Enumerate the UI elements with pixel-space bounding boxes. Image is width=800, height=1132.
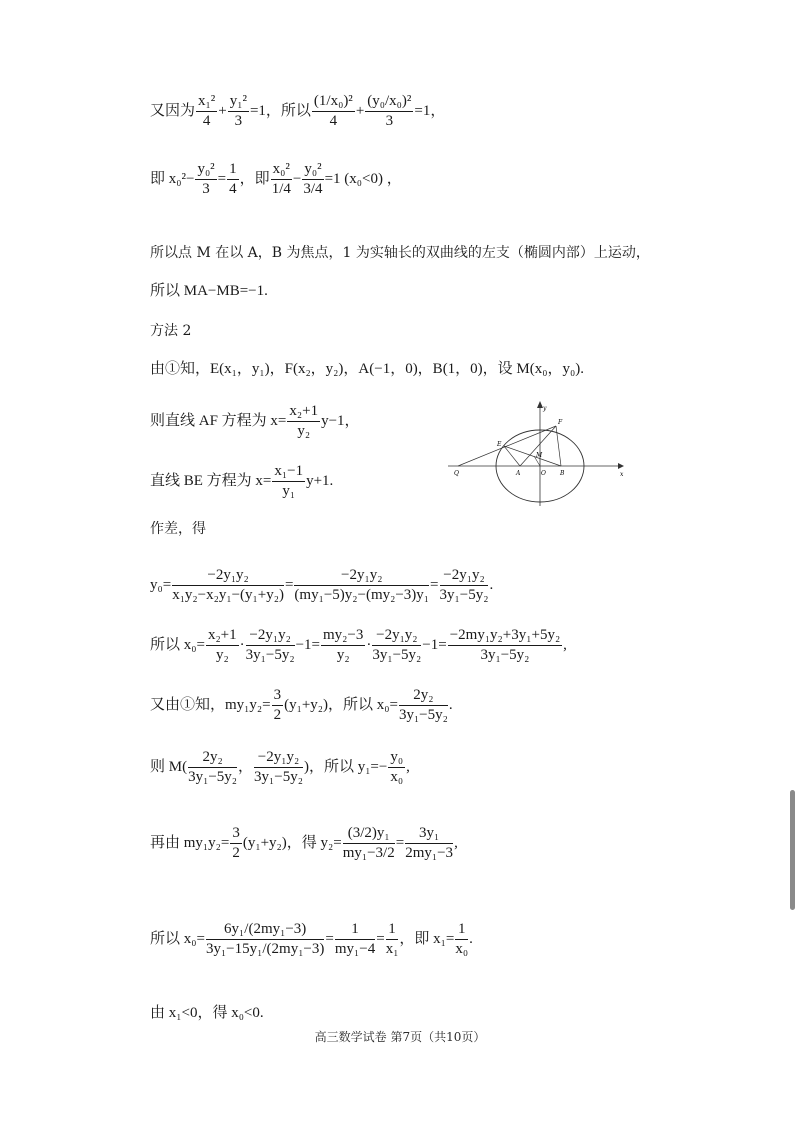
point-m-label: M <box>536 452 543 459</box>
method-heading: 方法 2 <box>150 323 192 339</box>
fraction: $\frac{\text{x₂+1}}{\text{y₂}}$ <box>289 403 319 439</box>
x-axis-arrow <box>618 463 624 469</box>
equation-line-11: 所以 x₀= $\frac{\text{x₂+1}}{\text{y₂}}$ · $\frac{\text{−2y₁y₂}}{\text{3y₁−5y₂}}$ −1= $\frac{\text{my₂−3}}{\text{y₂}}$ · $\frac{\text{−2y₁y₂}}{\text{3y₁−5y₂}}$ −1= $\frac{\text{−2my₁y₂+3y₁+5y₂}}{\text{3y₁−5y₂}}$ , <box>150 627 567 663</box>
fraction: $\frac{1}{\text{x₀}}$ <box>455 921 469 957</box>
fraction: $\frac{\text{2y₂}}{\text{3y₁−5y₂}}$ <box>398 687 448 723</box>
fraction: $\frac{\text{y₁²}}{3}$ <box>229 93 247 129</box>
line-qf <box>458 426 556 466</box>
line-be-equation: 直线 BE 方程为 x= $\frac{\text{x₁−1}}{\text{y₁}}$ y+1. <box>150 463 334 499</box>
fraction: $\frac{\text{x₀²}}{1/4}$ <box>271 161 291 197</box>
text-line-9: 作差，得 <box>150 521 206 537</box>
point-q-label: Q <box>454 470 459 477</box>
text-line-3: 所以点 M 在以 A，B 为焦点，1 为实轴长的双曲线的左支（椭圆内部）上运动， <box>150 245 650 261</box>
equation-line-15: 所以 x₀= $\frac{\text{6y₁/(2my₁−3)}}{\text{3y₁−15y₁/(2my₁−3)}}$ = $\frac{1}{\text{my₁−4}}$ = $\frac{1}{\text{x₁}}$ ，即 x₁= $\frac{1}{\text{x₀}}$ . <box>150 921 473 957</box>
point-a-label: A <box>516 470 521 477</box>
ellipse-diagram <box>448 398 628 508</box>
fraction: $\frac{\text{3y₁}}{\text{2my₁−3}}$ <box>405 825 454 861</box>
fraction: $\frac{\text{(y₀/x₀)²}}{3}$ <box>367 93 412 129</box>
line-fb <box>556 426 561 466</box>
fraction: $\frac{\text{2y₂}}{\text{3y₁−5y₂}}$ <box>188 749 238 785</box>
equation-line-2: 即 x₀²− $\frac{\text{y₀²}}{3}$ = $\frac{1}{4}$ ，即 $\frac{\text{x₀²}}{1/4}$ − $\frac{\text{y₀²}}{3/4}$ =1 (x₀<0) ， <box>150 161 402 197</box>
fraction: $\frac{1}{\text{x₁}}$ <box>385 921 399 957</box>
text-line-16: 由 x₁<0，得 x₀<0. <box>150 1005 264 1021</box>
fraction: $\frac{\text{−2y₁y₂}}{\text{x₁y₂−x₂y₁−(y₁+y₂)}}$ <box>172 567 284 603</box>
fraction: $\frac{\text{−2y₁y₂}}{\text{3y₁−5y₂}}$ <box>245 627 295 663</box>
equation-line-12: 又由①知，my₁y₂= $\frac{3}{2}$ (y₁+y₂)，所以 x₀= $\frac{\text{2y₂}}{\text{3y₁−5y₂}}$ . <box>150 687 453 723</box>
fraction: $\frac{\text{my₂−3}}{\text{y₂}}$ <box>323 627 364 663</box>
fraction: $\frac{\text{x₁²}}{4}$ <box>198 93 216 129</box>
fraction: $\frac{\text{−2y₁y₂}}{\text{3y₁−5y₂}}$ <box>439 567 489 603</box>
x-axis-label: x <box>620 471 624 478</box>
page-footer: 高三数学试卷 第7页（共10页） <box>314 1030 486 1044</box>
fraction: $\frac{3}{2}$ <box>273 687 282 723</box>
fraction: $\frac{\text{−2my₁y₂+3y₁+5y₂}}{\text{3y₁−5y₂}}$ <box>449 627 561 663</box>
line-af-equation: 则直线 AF 方程为 x= $\frac{\text{x₂+1}}{\text{y₂}}$ y−1， <box>150 403 360 439</box>
y-axis-label: y <box>543 405 547 412</box>
scrollbar-thumb[interactable] <box>790 790 795 910</box>
fraction: $\frac{\text{−2y₁y₂}}{\text{3y₁−5y₂}}$ <box>254 749 303 785</box>
point-e-label: E <box>497 441 502 448</box>
fraction: $\frac{1}{\text{my₁−4}}$ <box>334 921 376 957</box>
equation-line-13: 则 M( $\frac{\text{2y₂}}{\text{3y₁−5y₂}}$ ， $\frac{\text{−2y₁y₂}}{\text{3y₁−5y₂}}$ )，所以 y₁=− $\frac{\text{y₀}}{\text{x₀}}$ , <box>150 749 410 785</box>
equation-line-10: y₀= $\frac{\text{−2y₁y₂}}{\text{x₁y₂−x₂y₁−(y₁+y₂)}}$ = $\frac{\text{−2y₁y₂}}{\text{(my₁−5)y₂−(my₂−3)y₁}}$ = $\frac{\text{−2y₁y₂}}{\text{3y₁−5y₂}}$ . <box>150 567 494 603</box>
fraction: $\frac{\text{x₂+1}}{\text{y₂}}$ <box>207 627 237 663</box>
fraction: $\frac{\text{y₀}}{\text{x₀}}$ <box>390 749 404 785</box>
equation-line-14: 再由 my₁y₂= $\frac{3}{2}$ (y₁+y₂)，得 y₂= $\frac{\text{(3/2)y₁}}{\text{my₁−3/2}}$ = $\frac{\text{3y₁}}{\text{2my₁−3}}$ , <box>150 825 458 861</box>
fraction: $\frac{\text{−2y₁y₂}}{\text{(my₁−5)y₂−(my₂−3)y₁}}$ <box>294 567 430 603</box>
line-eb <box>504 446 561 466</box>
fraction: $\frac{\text{y₀²}}{3}$ <box>197 161 215 197</box>
fraction: $\frac{\text{6y₁/(2my₁−3)}}{\text{3y₁−15y₁/(2my₁−3)}}$ <box>205 921 325 957</box>
point-f-label: F <box>558 419 563 426</box>
point-o-label: O <box>541 470 546 477</box>
fraction: $\frac{\text{y₀²}}{3/4}$ <box>303 161 323 197</box>
fraction: $\frac{\text{x₁−1}}{\text{y₁}}$ <box>274 463 304 499</box>
fraction: $\frac{\text{(1/x₀)²}}{4}$ <box>313 93 353 129</box>
fraction: $\frac{3}{2}$ <box>232 825 240 861</box>
fraction: $\frac{\text{−2y₁y₂}}{\text{3y₁−5y₂}}$ <box>372 627 422 663</box>
fraction: $\frac{1}{4}$ <box>229 161 237 197</box>
fraction: $\frac{\text{(3/2)y₁}}{\text{my₁−3/2}}$ <box>342 825 395 861</box>
point-b-label: B <box>560 470 565 477</box>
text-line-6: 由①知，E(x₁，y₁)，F(x₂，y₂)，A(−1，0)，B(1，0)，设 M(x₀，y₀). <box>150 361 584 377</box>
text-line-4: 所以 MA−MB=−1. <box>150 283 268 299</box>
equation-line-1: 又因为 $\frac{\text{x₁²}}{4}$ + $\frac{\text{y₁²}}{3}$ =1，所以 $\frac{\text{(1/x₀)²}}{4}$ + $\frac{\text{(y₀/x₀)²}}{3}$ =1， <box>150 93 446 129</box>
